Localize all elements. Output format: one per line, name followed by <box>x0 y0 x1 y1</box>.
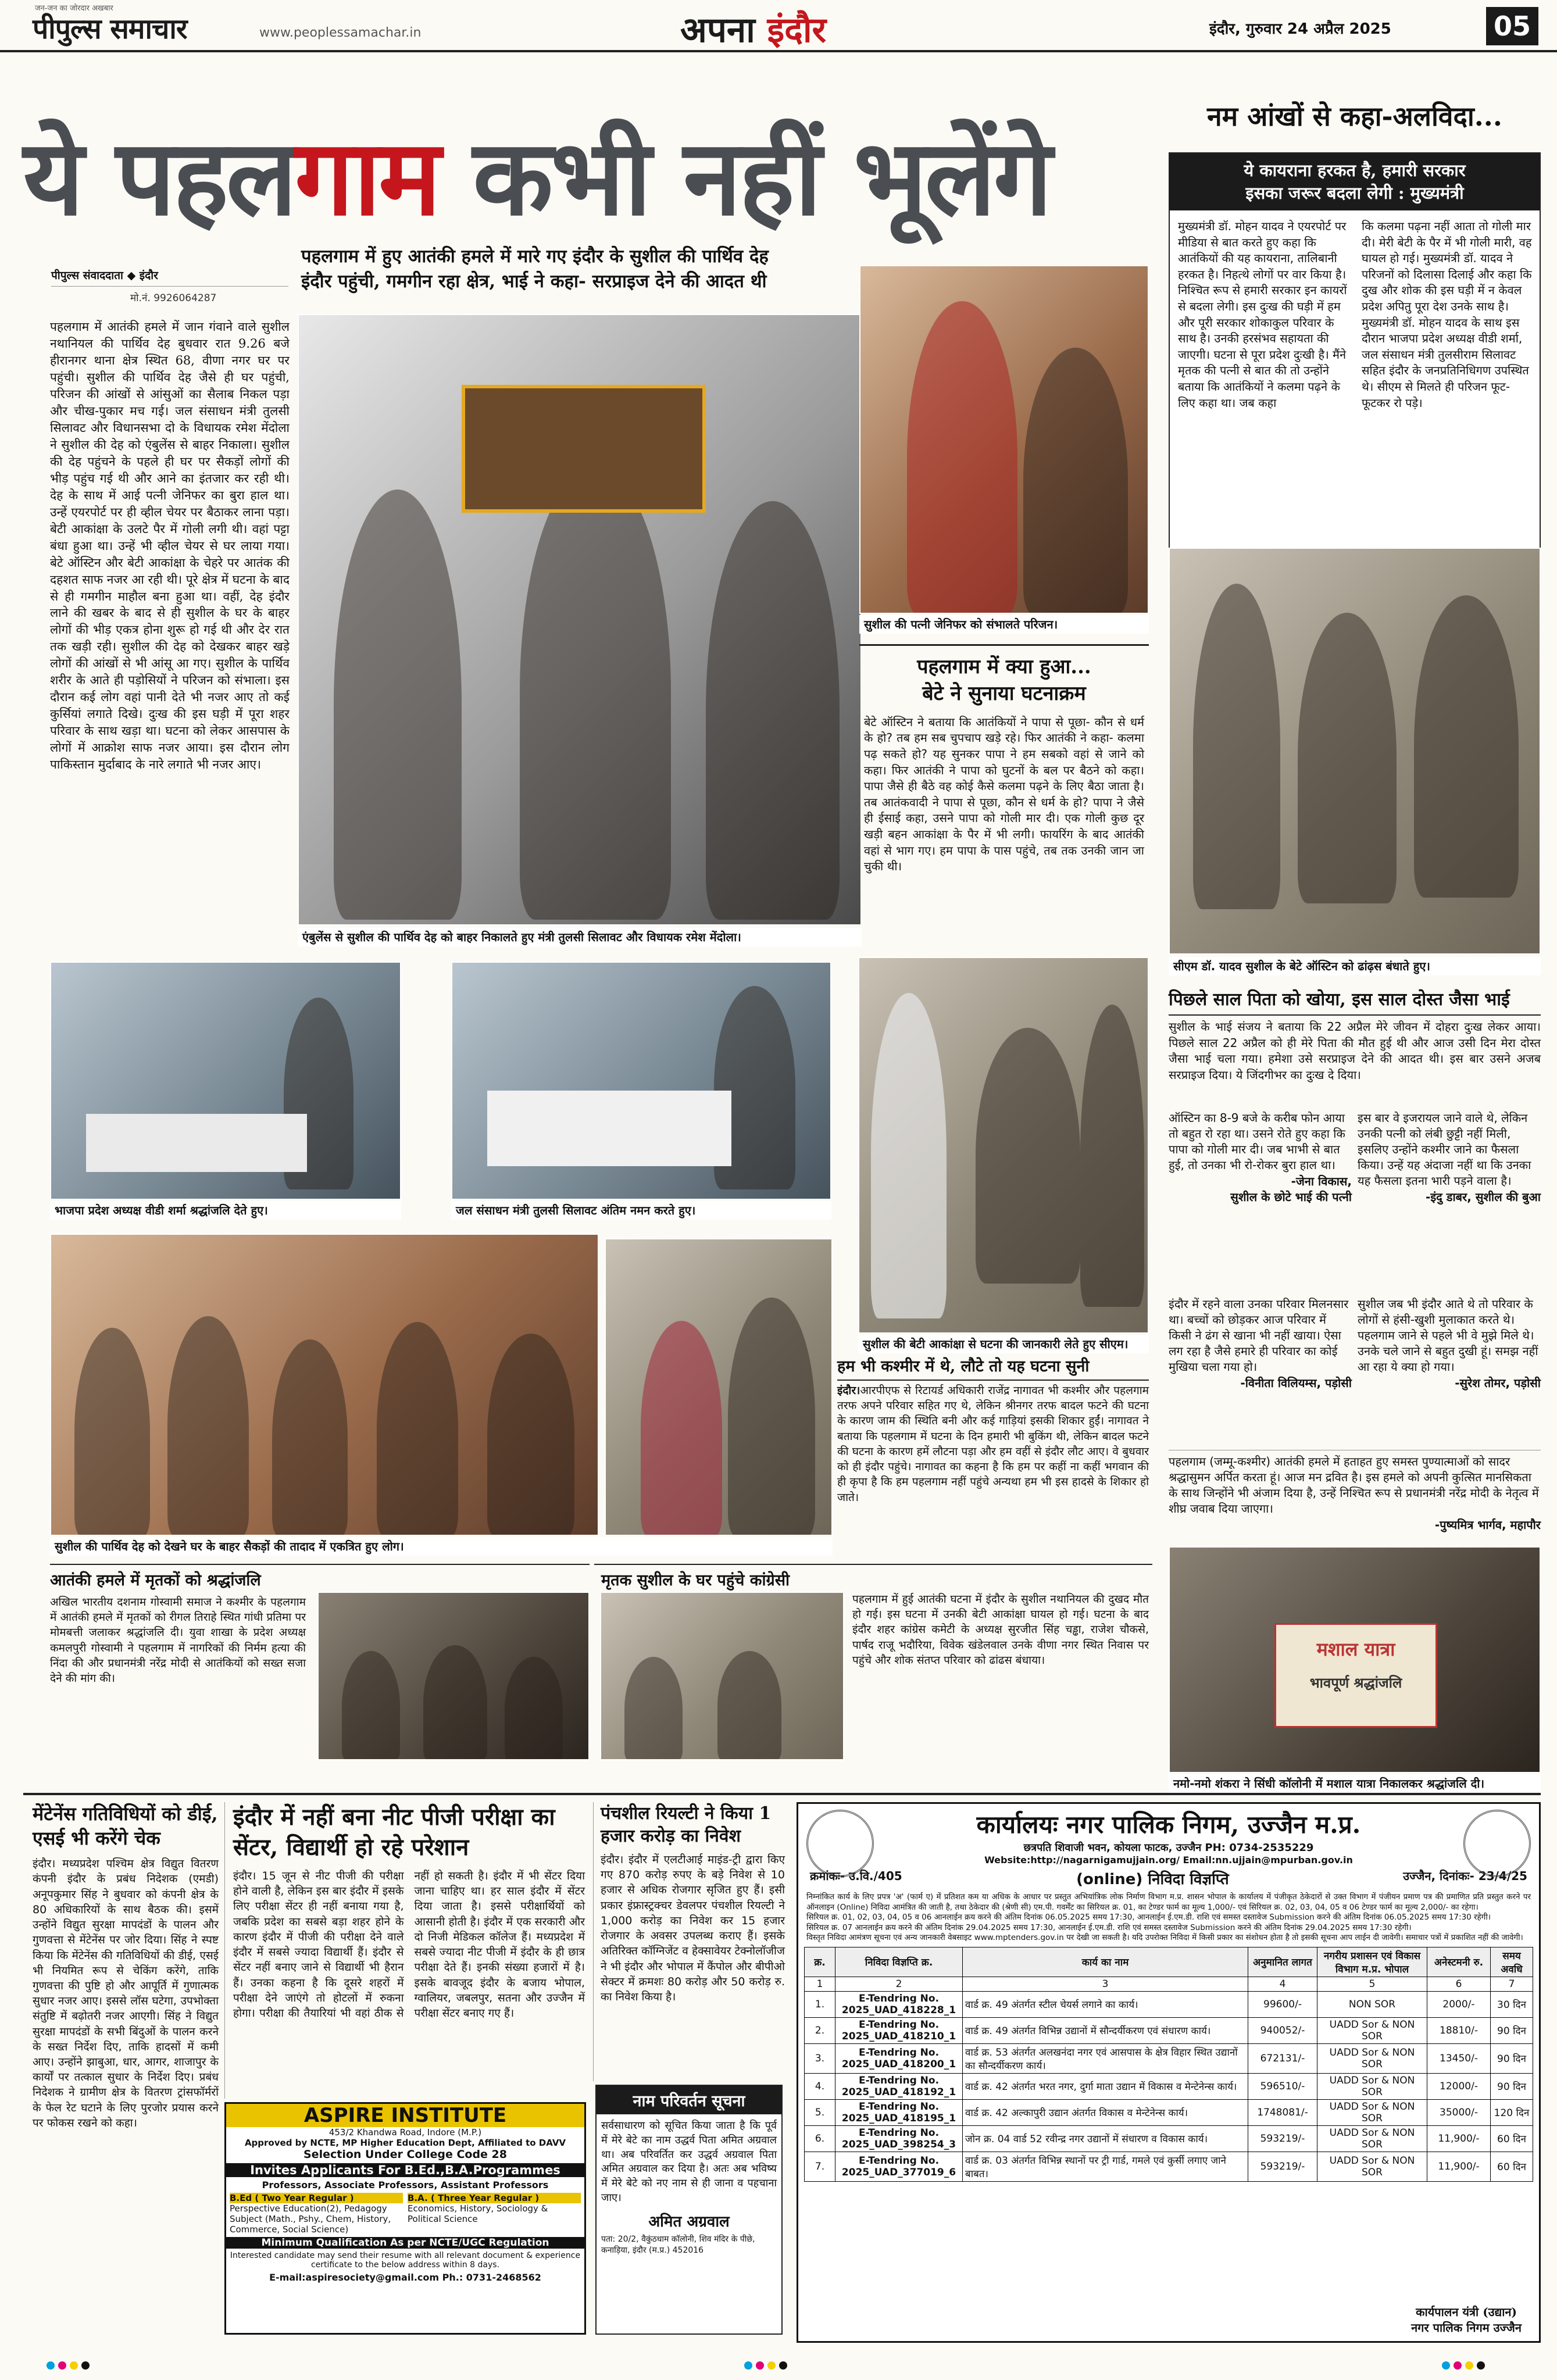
quote-text: ऑस्टिन का 8-9 बजे के करीब फोन आया तो बहुत रो रहा था। उसने रोते हुए कहा कि पापा को गोली मार दी। जब भाभी से बात हुई, तो उनका भी रो-रोकर बुरा हाल था। <box>1169 1111 1345 1172</box>
realty-head: पंचशील रियल्टी ने किया 1 हजार करोड़ का निवेश <box>601 1803 772 1846</box>
registration-marks <box>1442 2361 1485 2372</box>
congress-head: मृतक सुशील के घर पहुंचे कांग्रेसी <box>601 1571 790 1589</box>
cell-duration: 30 दिन <box>1491 1991 1533 2017</box>
caption-cm-daughter: सुशील की बेटी आकांक्षा से घटना की जानकारी लेते हुए सीएम। <box>858 1335 1149 1353</box>
cell-cost: 1748081/- <box>1248 2099 1317 2125</box>
caption-march: नमो-नमो शंकरा ने सिंधी कॉलोनी में मशाल यात्रा निकालकर श्रद्धांजलि दी। <box>1169 1774 1541 1793</box>
tender-terms <box>798 1891 1539 1945</box>
cell-cost: 672131/- <box>1248 2043 1317 2073</box>
cell-tender-no: E-Tendring No. 2025_UAD_418210_1 <box>835 2017 963 2043</box>
quote-author <box>1169 1173 1352 1205</box>
col-num: 1 <box>805 1977 835 1991</box>
march-photo <box>1169 1546 1541 1773</box>
cell-duration: 90 दिन <box>1491 2017 1533 2043</box>
aspire-invites: Invites Applicants For B.Ed.,B.A.Programmes <box>226 2163 584 2177</box>
caption-cm-son: सीएम डॉ. यादव सुशील के बेटे ऑस्टिन को ढांढ़स बंधाते हुए। <box>1169 957 1541 975</box>
farewell-kicker: नम आंखों से कहा-अलविदा... <box>1207 101 1502 132</box>
reg-mark <box>767 2361 776 2370</box>
what-happened-body: बेटे ऑस्टिन ने बताया कि आतंकियों ने पापा से पूछा- कौन से धर्म के हो? तब हम सब चुपचाप खड़े रहे। फिर आतंकी ने कहा- कलमा पढ़ सकते हो? यह सुनकर पापा ने हम सबको वहां से जाने को कहा। फिर आतंकी ने पापा को घुटनों के बल पर बैठने को कहा। पापा जैसे ही बैठे वह कोई कैसे कलमा पढ़ने के लिए बैठा जाता है। तब आतंकवादी ने पापा से पूछा, कौन से धर्म के हो? पापा ने जैसे ही ईसाई कहा, उसने पापा को गोली मार दी। एक गोली कुछ दूर खड़ी बहन आकांक्षा के पैर में भी लगी। फायरिंग के बाद आतंकी वहां से भाग गए। हम पापा के पास पहुंचे, तब तक उनकी जान जा चुकी थी। <box>864 714 1144 874</box>
tender-line-2: सिरियल क्र. 01, 02, 03, 04, 05 व 06 आनलाईन क्रय करने की अंतिम दिनांक 06.05.2025 समय 17:30, आनलाईन ई.एम.डी. राशि एवं समस्त दस्तावेज Submission करने की अंतिम दिनांक 06.05.2025 समय 17:30 रहेगी। <box>806 1913 1491 1922</box>
aspire-ba-head: B.A. ( Three Year Regular ) <box>408 2193 581 2203</box>
maintenance-body: इंदौर। मध्यप्रदेश पश्चिम क्षेत्र विद्युत वितरण कंपनी इंदौर के प्रबंध निदेशक (एमडी) अनूपकुमार सिंह ने बुधवार को कंपनी क्षेत्र के 80 अधिकारियों के साथ बैठक की। इसमें उन्होंने विद्युत सुरक्षा मापदंडों के पालन और गुणवत्ता से मेंटेनेंस पर जोर दिया। सिंह ने स्पष्ट किया कि मेंटेनेंस की गतिविधियों की डीई, एसई भी नियमित रूप से चेकिंग करेंगे, ताकि गुणवत्ता की पुष्टि हो और आपूर्ति में गुणात्मक सुधार नजर आए। इससे लॉस घटेगा, उपभोक्ता संतुष्टि में बढ़ोतरी नजर आएगी। सिंह ने विद्युत सुरक्षा मापदंडों के सभी बिंदुओं के पालन करने के सख्त निर्देश दिए, ताकि हादसों में कमी आए। उन्होंने झाबुआ, धार, आगर, शाजापुर के कार्यों पर तत्काल सुधार के निर्देश दिए। प्रबंध निदेशक ने ग्रामीण क्षेत्र के वितरण ट्रांसफॉर्मरों के फेल रेट घटाने के लिए पुरजोर प्रयास करने पर फोकस रखने को कहा। <box>33 1857 219 2129</box>
neet-head: इंदौर में नहीं बना नीट पीजी परीक्षा का सेंटर, विद्यार्थी हो रहे परेशान <box>233 1803 555 1861</box>
quote-author <box>1358 1189 1541 1205</box>
tender-logo-right <box>1463 1810 1531 1877</box>
cell-work: जोन क्र. 04 वार्ड 52 रवीन्द्र नगर उद्यानों में संधारण व विकास कार्य। <box>963 2125 1248 2152</box>
cell-duration: 60 दिन <box>1491 2125 1533 2152</box>
cell-sno: 6. <box>805 2125 835 2152</box>
cell-cost: 940052/- <box>1248 2017 1317 2043</box>
cell-tender-no: E-Tendring No. 2025_UAD_418200_1 <box>835 2043 963 2073</box>
tender-title: (online) निविदा विज्ञप्ति <box>1076 1871 1229 1888</box>
reg-mark <box>70 2361 78 2370</box>
reg-mark <box>1465 2361 1473 2370</box>
tender-address: छत्रपति शिवाजी भवन, कोयला फाटक, उज्जैन PH: 0734-2535229 <box>1023 1842 1314 1854</box>
byline-phone: मो.नं. 9926064287 <box>130 292 217 304</box>
what-happened-head-2: बेटे ने सुनाया घटनाक्रम <box>922 681 1086 705</box>
quote-author-name: -इंदु डाबर, <box>1426 1190 1472 1204</box>
what-happened-head-1: पहलगाम में क्या हुआ... <box>917 655 1091 678</box>
tribute-box <box>50 1564 590 1761</box>
photo-figure <box>871 993 947 1318</box>
cell-work: वार्ड क्र. 49 अंतर्गत स्टील चेयर्स लगाने का कार्य। <box>963 1991 1248 2017</box>
cell-tender-no: E-Tendring No. 2025_UAD_418192_1 <box>835 2073 963 2099</box>
photo-figure <box>487 1334 574 1536</box>
kashmir-text: आरपीएफ से रिटायर्ड अधिकारी राजेंद्र नागावत भी कश्मीर और पहलगाम तरफ अपने परिवार सहित गए थे, लेकिन श्रीनगर तरफ बादल फटने की घटना के कारण जाम की स्थिति बनी और कई गाड़ियां इसकी शिकार हुईं। नागावत ने बताया कि पहलगाम में घटना के दिन हमारी भी बुकिंग थी, लेकिन बादल फटने की घटना के कारण हमें लौटना पड़ा और हम वहीं से इंदौर लौट आए। वे बुधवार को ही इंदौर पहुंचे। नागावत का कहना है कि हम पर कहीं ना कहीं भगवान की ही कृपा है कि हम पहलगाम नहीं पहुंचे अन्यथा हम भी इस हादसे के शिकार हो जाते। <box>837 1384 1149 1504</box>
name-change-address: पता: 20/2, वैकुंठधाम कॉलोनी, शिव मंदिर के पीछे, कनाड़िया, इंदौर (म.प्र.) 452016 <box>601 2234 755 2255</box>
aspire-min-qual: Minimum Qualification As per NCTE/UGC Regulation <box>226 2237 584 2249</box>
page-number: 05 <box>1486 7 1538 45</box>
table-row <box>805 2152 1533 2181</box>
aspire-note: Interested candidate may send their resume with all relevant document & experience certificate to the below address within 8 days. <box>230 2251 581 2270</box>
cell-dept: UADD Sor & NON SOR <box>1317 2099 1427 2125</box>
th-dept: नगरीय प्रशासन एवं विकास विभाग म.प्र. भोपाल <box>1317 1947 1427 1977</box>
cell-earnest: 11,900/- <box>1427 2125 1491 2152</box>
aspire-roles: Professors, Associate Professors, Assistant Professors <box>262 2179 549 2190</box>
photo-figure <box>167 1316 249 1536</box>
cell-cost: 593219/- <box>1248 2152 1317 2181</box>
tribute-body: अखिल भारतीय दशनाम गोस्वामी समाज ने कश्मीर के पहलगाम में आतंकी हमले में मृतकों को रीगल तिराहे स्थित गांधी प्रतिमा पर मोमबत्ती जलाकर श्रद्धांजलि दी। युवा शाखा के प्रदेश अध्यक्ष कमलपुरी गोस्वामी ने पहलगाम में नागरिकों की निर्मम हत्या की निंदा की और प्रधानमंत्री नरेंद्र मोदी से आतंकियों को सख्त सजा देने की मांग की। <box>50 1596 306 1685</box>
cell-duration: 90 दिन <box>1491 2043 1533 2073</box>
mayor-quote <box>1169 1450 1541 1543</box>
aspire-bed-head: B.Ed ( Two Year Regular ) <box>230 2193 403 2203</box>
banner-title: मशाल यात्रा <box>1316 1638 1395 1660</box>
photo-figure <box>641 1321 722 1536</box>
name-change-notice <box>595 2085 783 2335</box>
name-change-head: नाम परिवर्तन सूचना <box>597 2086 781 2114</box>
cell-duration: 120 दिन <box>1491 2099 1533 2125</box>
cell-earnest: 2000/- <box>1427 1991 1491 2017</box>
cell-dept: UADD Sor & NON SOR <box>1317 2152 1427 2181</box>
coffin <box>86 1114 307 1172</box>
kashmir-lead: इंदौर। <box>837 1384 860 1397</box>
caption-bjp: भाजपा प्रदेश अध्यक्ष वीडी शर्मा श्रद्धांजलि देते हुए। <box>50 1201 401 1220</box>
headline-b: गाम <box>294 116 439 239</box>
kashmir-body <box>837 1381 1149 1505</box>
friend-story <box>1169 988 1541 1110</box>
site-url[interactable]: www.peoplessamachar.in <box>259 26 422 40</box>
photo-figure <box>520 466 671 920</box>
cell-tender-no: E-Tendring No. 2025_UAD_398254_3 <box>835 2125 963 2152</box>
byline-name: पीपुल्स संवाददाता <box>51 269 123 282</box>
tender-office: कार्यालयः नगर पालिक निगम, उज्जैन म.प्र. <box>976 1810 1361 1839</box>
registration-marks <box>744 2361 787 2372</box>
main-headline <box>23 114 1302 242</box>
quote-author-role: सुशील के छोटे भाई की पत्नी <box>1230 1190 1352 1204</box>
cell-work: वार्ड क्र. 49 अंतर्गत विभिन्न उद्यानों में सौन्दर्यीकरण एवं संधारण कार्य। <box>963 2017 1248 2043</box>
mayor-quote-author: -पुष्यमित्र भार्गव, महापौर <box>1434 1518 1541 1532</box>
photo-figure <box>976 1028 1080 1284</box>
tender-line-4: विस्तृत निविदा आमंत्रण सूचना एवं अन्य जानकारी वेबसाइट www.mptenders.gov.in पर देखी जा सकती है। यदि उपरोक्त निविदा में किसी प्रकार का संशोधन होता है तो इसकी सूचना आप लाईन दी जावेगी। समाचार पत्रों में प्रकाशित नहीं की जावेगी। <box>806 1933 1523 1943</box>
cell-cost: 593219/- <box>1248 2125 1317 2152</box>
cm-box-head-2: इसका जरूर बदला लेगी : मुख्यमंत्री <box>1245 183 1464 203</box>
brand-tag: जन-जन का जोरदार अखबार <box>35 4 113 13</box>
table-row <box>805 2043 1533 2073</box>
photo-figure <box>342 1651 400 1760</box>
banner-subtitle: भावपूर्ण श्रद्धांजलि <box>1309 1674 1402 1691</box>
photo-figure <box>423 1645 487 1760</box>
col-num: 4 <box>1248 1977 1317 1991</box>
reg-mark <box>756 2361 764 2370</box>
cell-dept: NON SOR <box>1317 1991 1427 2017</box>
what-happened-box <box>859 644 1149 956</box>
reg-mark <box>1442 2361 1450 2370</box>
quote-author <box>1169 1375 1352 1391</box>
photo-figure <box>907 301 1017 614</box>
quote-author-name: -जेना विकास, <box>1291 1174 1352 1188</box>
crowd-photo <box>50 1234 599 1536</box>
aspire-contact <box>226 2272 584 2283</box>
section-divider <box>23 1793 1541 1795</box>
cm-daughter-photo <box>858 957 1149 1334</box>
cm-box-head-1: ये कायराना हरकत है, हमारी सरकार <box>1244 160 1466 180</box>
tender-table-colnums <box>805 1977 1533 1991</box>
byline: पीपुल्स संवाददाता ◆ इंदौर <box>51 267 288 287</box>
name-change-name: अमित अग्रवाल <box>648 2213 730 2231</box>
quote-4 <box>1358 1296 1541 1448</box>
cm-box-head <box>1170 153 1540 210</box>
photo-figure <box>272 1339 348 1536</box>
reg-mark <box>1477 2361 1485 2370</box>
photo-figure <box>1414 595 1519 898</box>
aspire-phone: Ph.: 0731-2468562 <box>442 2272 541 2283</box>
tender-website[interactable]: Website:http://nagarnigamujjain.org/ Email:nn.ujjain@mpurban.gov.in <box>984 1854 1353 1866</box>
reg-mark <box>779 2361 787 2370</box>
tender-line-3: सिरियल क्र. 07 आनलाईन क्रय करने की अंतिम दिनांक 29.04.2025 समय 17:30, आनलाईन ई.एम.डी. राशि एवं समस्त दस्तावेज Submission करने की अंतिम दिनांक 29.04.2025 समय 17:30 रहेगी। <box>806 1922 1412 1932</box>
quote-3 <box>1169 1296 1352 1448</box>
quote-author <box>1358 1375 1541 1391</box>
table-row <box>805 2017 1533 2043</box>
photo-figure <box>505 1657 563 1760</box>
aspire-address: 453/2 Khandwa Road, Indore (M.P.) <box>328 2127 482 2138</box>
photo-figure <box>377 1322 458 1536</box>
deck-line-2: इंदौर पहुंची, गमगीन रहा क्षेत्र, भाई ने कहा- सरप्राइज देने की आदत थी <box>301 271 767 292</box>
aspire-code: Selection Under College Code 28 <box>303 2148 507 2161</box>
reg-mark <box>744 2361 752 2370</box>
quote-author-role: पड़ोसी <box>1514 1376 1541 1390</box>
th-tender-no: निविदा विज्ञप्ति क्र. <box>835 1947 963 1977</box>
caption-wife: सुशील की पत्नी जेनिफर को संभालते परिजन। <box>859 615 1149 634</box>
photo-figure <box>1023 348 1128 614</box>
photo-figure <box>1193 584 1280 909</box>
registration-marks <box>47 2361 90 2372</box>
reg-mark <box>1454 2361 1462 2370</box>
realty-body: इंदौर। इंदौर में एलटीआई माइंड-ट्री द्वारा किए गए 870 करोड़ रुपए के बड़े निवेश से 10 हजार से अधिक रोजगार सृजित हुए हैं। इसी प्रकार इंफ्रास्ट्रक्चर डेवलपर पंचशील रियल्टी ने 1,000 करोड़ का निवेश कर 15 हजार रोजगार के अवसर उपलब्ध कराए हैं। इसके अतिरिक्त कॉग्निजेंट व हेक्सावेयर टेक्नोलॉजीज ने भी इंदौर और भोपाल में कैंपोल और बीपीओ सेक्टर में क्रमशः 80 करोड़ और 50 करोड़ रु. का निवेश किया है। <box>601 1853 785 2003</box>
maintenance-head: मेंटेनेंस गतिविधियों को डीई, एसई भी करेंगे चेक <box>33 1803 218 1849</box>
col-num: 7 <box>1491 1977 1533 1991</box>
tender-notice <box>797 1802 1541 2343</box>
tribute-head: आतंकी हमले में मृतकों को श्रद्धांजलि <box>50 1571 261 1589</box>
coffin <box>462 385 706 513</box>
quote-text: सुशील जब भी इंदौर आते थे तो परिवार के लोगों से हंसी-खुशी मुलाकात करते थे। पहलगाम जाने से पहले भी वे मुझे मिले थे। उनके चले जाने से बहुत दुखी हूं। समझ नहीं आ रहा ये क्या हो गया। <box>1358 1297 1538 1374</box>
congress-body: पहलगाम में हुई आतंकी घटना में इंदौर के सुशील नथानियल की दुखद मौत हो गई। इस घटना में उनकी बेटी आकांक्षा घायल हो गई। घटना के बाद इंदौर शहर कांग्रेस कमेटी के अध्यक्ष सुरजीत सिंह चड्ढा, राजेश चौकसे, पार्षद राजू भदौरिया, विवेक खंडेलवाल उनके वीणा नगर स्थित निवास पर पहुंचे और शोक संतप्त परिवार को ढांढस बंधाया। <box>852 1593 1149 1667</box>
aspire-name: ASPIRE INSTITUTE <box>226 2104 584 2127</box>
photo-figure <box>1298 613 1397 903</box>
aspire-email[interactable]: E-mail:aspiresociety@gmail.com <box>269 2272 440 2283</box>
wife-photo <box>859 265 1149 614</box>
friend-body: सुशील के भाई संजय ने बताया कि 22 अप्रैल मेरे जीवन में दोहरा दुःख लेकर आया। पिछले साल 22 अप्रैल को ही मेरे पिता की मौत हुई थी और आज उसी दिन मेरा दोस्त जैसा भाई चला गया। हमेशा उसे सरप्राइज देने की आदत थी। इस बार उसने अजब सरप्राइज दिया। ये जिंदगीभर का दुःख दे दिया। <box>1169 1020 1541 1082</box>
cell-earnest: 11,900/- <box>1427 2152 1491 2181</box>
cm-col-2: कि कलमा पढ़ना नहीं आता तो गोली मार दी। मेरी बेटी के पैर में भी गोली मारी, वह घायल हो गई। मुख्यमंत्री डॉ. यादव ने परिजनों को दिलासा दिलाई और कहा कि दुख और शोक की इस घड़ी में न केवल प्रदेश अपितु पूरा देश उनके साथ है। मुख्यमंत्री डॉ. मोहन यादव के साथ इस दौरान भाजपा प्रदेश अध्यक्ष वीडी शर्मा, जल संसाधन मंत्री तुलसीराम सिलावट सहित इंदौर के जनप्रतिनिधिगण उपस्थित थे। सीएम से मिलते ही परिजन फूट-फूटकर रो पड़े। <box>1362 219 1532 410</box>
reg-mark <box>47 2361 55 2370</box>
tender-ref: क्रमांकः- उ.वि./405 <box>810 1869 902 1883</box>
table-row <box>805 2073 1533 2099</box>
tribute-photo <box>317 1592 590 1760</box>
quote-author-name: -विनीता विलियम्स, <box>1240 1376 1322 1390</box>
kashmir-story <box>837 1355 1149 1552</box>
table-row <box>805 1991 1533 2017</box>
table-row <box>805 2125 1533 2152</box>
cm-son-photo <box>1169 548 1541 955</box>
tender-intro: निम्नांकित कार्य के लिए प्रपत्र 'अ' (फार्म ए) में प्रतिशत कम या अधिक के आधार पर प्रस्तुत अभियांत्रिक लोक निर्माण विभाग म.प्र. शासन भोपाल के कार्यालय में पंजीकृत ठेकेदारों से उक्त विभाग में पंजीयन प्रमाण पत्र की प्रमाणित प्रति प्रस्तुत करने पर ऑनलाइन (Online) निविदा आमंत्रित की जाती है, तथा ठेकेदार की (श्रेणी सी) एम.पी. गवर्मेंट का सिरियल क्र. 01, का टेण्डर फार्म का मूल्य 1,000/- एवं सिरियल क्र. 02, 03, 04, 05 व 06 टेण्डर फार्म का मूल्य 2,000/- का रहेगा। <box>806 1892 1531 1912</box>
cm-col-1: मुख्यमंत्री डॉ. मोहन यादव ने एयरपोर्ट पर मीडिया से बात करते हुए कहा कि आतंकियों की यह कायराना, तालिबानी हरकत है। निहत्थे लोगों पर वार किया है। निश्चित रूप से हमारी सरकार इन कायरों से बदला लेगी। इस दुःख की घड़ी में हम और पूरी सरकार शोकाकुल परिवार के साथ है। उनकी हरसंभव सहायता की जाएगी। घटना से पूरा प्रदेश दुःखी है। मैंने मृतक की पत्नी से बात की तो उन्होंने बताया कि आतंकियों ने कलमा पढ़ने के लिए कहा था। जब कहा <box>1178 219 1347 410</box>
headline-a: ये पहल <box>23 116 295 239</box>
byline-place: इंदौर <box>139 269 158 282</box>
cell-tender-no: E-Tendring No. 2025_UAD_377019_6 <box>835 2152 963 2181</box>
quote-author-name: -सुरेश तोमर, <box>1455 1376 1510 1390</box>
tender-logo-left <box>806 1810 874 1877</box>
brand-logo: पीपुल्स समाचार <box>33 13 187 45</box>
aspire-bed <box>230 2193 403 2235</box>
masthead <box>0 0 1557 52</box>
tender-table-wrap <box>798 1945 1539 2184</box>
caption-crowd: सुशील की पार्थिव देह को देखने घर के बाहर सैकड़ों की तादाद में एकत्रित हुए लोग। <box>50 1537 833 1556</box>
table-row <box>805 2099 1533 2125</box>
deck <box>301 244 859 295</box>
section-title-a: अपना <box>680 10 767 51</box>
mayor-quote-text: पहलगाम (जम्मू-कश्मीर) आतंकी हमले में हताहत हुए समस्त पुण्यात्माओं को सादर श्रद्धासुमन अर्पित करता हूं। आज मन द्रवित है। इस हमले को अपनी कुत्सित मानसिकता के साथ जिन्होंने भी अंजाम दिया है, उन्हें निश्चित रूप से प्रधानमंत्री नरेंद्र मोदी के नेतृत्व में शीघ्र जवाब दिया जाएगा। <box>1169 1455 1539 1516</box>
cell-sno: 5. <box>805 2099 835 2125</box>
cell-earnest: 18810/- <box>1427 2017 1491 2043</box>
cell-cost: 596510/- <box>1248 2073 1317 2099</box>
cell-earnest: 13450/- <box>1427 2043 1491 2073</box>
photo-figure <box>624 1657 683 1760</box>
aspire-programs <box>230 2193 581 2235</box>
what-happened-head <box>859 646 1149 707</box>
photo-figure <box>728 1298 815 1536</box>
col-num: 6 <box>1427 1977 1491 1991</box>
friend-head: पिछले साल पिता को खोया, इस साल दोस्त जैसा भाई <box>1169 988 1541 1016</box>
deck-line-1: पहलगाम में हुए आतंकी हमले में मारे गए इंदौर के सुशील की पार्थिव देह <box>301 246 769 267</box>
tender-table <box>804 1947 1533 2182</box>
cm-box <box>1169 152 1541 566</box>
cell-sno: 7. <box>805 2152 835 2181</box>
col-num: 5 <box>1317 1977 1427 1991</box>
aspire-approval: Approved by NCTE, MP Higher Education Dept, Affiliated to DAVV <box>244 2138 566 2148</box>
quote-author-role: सुशील की बुआ <box>1475 1190 1541 1204</box>
caption-minister: जल संसाधन मंत्री तुलसी सिलावट अंतिम नमन करते हुए। <box>451 1201 831 1220</box>
photo-figure <box>706 501 840 920</box>
quote-text: इस बार वे इजरायल जाने वाले थे, लेकिन उनकी पत्नी को लंबी छुट्टी नहीं मिली, इसलिए उन्होंने कश्मीर जाने का फैसला किया। उन्हें यह अंदाजा नहीं था कि उनका यह फैसला इतना भारी पड़ने वाला है। <box>1358 1111 1531 1188</box>
reg-mark <box>81 2361 90 2370</box>
quote-author-role: पड़ोसी <box>1325 1376 1352 1390</box>
cell-sno: 4. <box>805 2073 835 2099</box>
quote-text: इंदौर में रहने वाला उनका परिवार मिलनसार था। बच्चों को छोड़कर आज परिवार में किसी ने ढंग से खाना भी नहीं खाया। ऐसा लग रहा है जैसे हमारे ही परिवार का कोई मुखिया चला गया हो। <box>1169 1297 1349 1374</box>
th-work: कार्य का नाम <box>963 1947 1248 1977</box>
cell-dept: UADD Sor & NON SOR <box>1317 2043 1427 2073</box>
cell-duration: 90 दिन <box>1491 2073 1533 2099</box>
aspire-bed-list: Perspective Education(2), Pedagogy Subject (Math., Pshy., Chem, History, Commerce, Social Science) <box>230 2203 391 2235</box>
th-sno: क्र. <box>805 1947 835 1977</box>
kashmir-head: हम भी कश्मीर में थे, लौटे तो यह घटना सुनी <box>837 1355 1149 1381</box>
reg-mark <box>58 2361 66 2370</box>
col-num: 2 <box>835 1977 963 1991</box>
tender-meta <box>798 1866 1539 1891</box>
aspire-ad <box>224 2102 586 2335</box>
cell-sno: 1. <box>805 1991 835 2017</box>
neet-story <box>224 1802 585 2099</box>
photo-figure <box>717 1651 781 1760</box>
cell-tender-no: E-Tendring No. 2025_UAD_418195_1 <box>835 2099 963 2125</box>
main-photo <box>298 314 862 925</box>
tender-sign-2: नगर पालिक निगम उज्जैन <box>1411 2321 1522 2335</box>
th-earnest: अनेस्टमनी रु. <box>1427 1947 1491 1977</box>
aspire-ba <box>408 2193 581 2235</box>
cell-work: वार्ड क्र. 53 अंतर्गत अलखनंदा नगर एवं आसपास के क्षेत्र विहार स्थित उद्यानों का सौन्दर्यीकरण कार्य। <box>963 2043 1248 2073</box>
cell-tender-no: E-Tendring No. 2025_UAD_418228_1 <box>835 1991 963 2017</box>
cell-dept: UADD Sor & NON SOR <box>1317 2125 1427 2152</box>
headline-c: कभी नहीं भूलेंगे <box>438 116 1050 239</box>
cell-work: वार्ड क्र. 03 अंतर्गत विभिन्न स्थानों पर ट्री गार्ड, गमले एवं कुर्सी लगाए जाने बाबत। <box>963 2152 1248 2181</box>
cell-duration: 60 दिन <box>1491 2152 1533 2181</box>
cell-sno: 3. <box>805 2043 835 2073</box>
minister-photo <box>451 962 831 1200</box>
maintenance-story <box>33 1802 219 2337</box>
photo-figure <box>74 1328 150 1536</box>
name-change-body: सर्वसाधारण को सूचित किया जाता है कि पूर्व में मेरे बेटे का नाम उद्धर्व पिता अमित अग्रवाल था। अब परिवर्तित कर उद्धर्व अग्रवाल पिता अमित अग्रवाल कर दिया है। अतः अब भविष्य में मेरे बेटे को नए नाम से ही जाना व पहचाना जाए। <box>601 2120 777 2204</box>
section-title-b: इंदौर <box>767 10 827 51</box>
congress-photo <box>600 1592 844 1760</box>
col-num: 3 <box>963 1977 1248 1991</box>
neet-body: इंदौर। 15 जून से नीट पीजी की परीक्षा होने वाली है, लेकिन इस बार इंदौर में इसके लिए परीक्षा सेंटर ही नहीं बनाया गया है, जबकि प्रदेश का सबसे बड़ा शहर होने के कारण इंदौर में पीजी की परीक्षा देने वाले इंदौर में सबसे ज्यादा विद्यार्थी हैं। इंदौर से सेंटर नहीं बनाए जाने से विद्यार्थी भी हैरान हैं। उनका कहना है कि दूसरे शहरों में परीक्षा देने जाएंगे तो होटलों में रुकना होगा। परीक्षा की तैयारियां भी वहां ठीक से नहीं हो सकती है। इंदौर में भी सेंटर दिया जाना चाहिए था। हर साल इंदौर में सेंटर दिया जाता है। इससे परीक्षार्थियों को आसानी होती है। इंदौर में एक सरकारी और दो निजी मेडिकल कॉलेज हैं। मध्यप्रदेश में सबसे ज्यादा नीट पीजी में इंदौर के ही छात्र परीक्षा देते हैं। इनकी संख्या हजारों में है। इसके बावजूद इंदौर के बजाय भोपाल, ग्वालियर, जबलपुर, सतना और उज्जैन में परीक्षा सेंटर बनाए गए हैं। <box>233 1870 585 2020</box>
tender-table-header <box>805 1947 1533 1977</box>
cell-dept: UADD Sor & NON SOR <box>1317 2017 1427 2043</box>
cell-work: वार्ड क्र. 42 अंतर्गत भरत नगर, दुर्गा माता उद्यान में विकास व मेन्टेनेन्स कार्य। <box>963 2073 1248 2099</box>
cell-cost: 99600/- <box>1248 1991 1317 2017</box>
quote-1 <box>1169 1110 1352 1285</box>
caption-main-photo: एंबुलेंस से सुशील की पार्थिव देह को बाहर निकालते हुए मंत्री तुलसी सिलावट और विधायक रमेश मेंदोला। <box>298 928 862 946</box>
cell-earnest: 35000/- <box>1427 2099 1491 2125</box>
cell-sno: 2. <box>805 2017 835 2043</box>
march-banner <box>1274 1623 1437 1728</box>
th-cost: अनुमानित लागत <box>1248 1947 1317 1977</box>
coffin <box>487 1091 731 1166</box>
cell-earnest: 12000/- <box>1427 2073 1491 2099</box>
aspire-ba-list: Economics, History, Sociology & Political Science <box>408 2203 548 2224</box>
tender-date: उज्जैन, दिनांकः- 23/4/25 <box>1403 1869 1527 1883</box>
th-duration: समय अवधि <box>1491 1947 1533 1977</box>
quote-2 <box>1358 1110 1541 1285</box>
dateline: इंदौर, गुरुवार 24 अप्रैल 2025 <box>1209 20 1391 38</box>
cell-dept: UADD Sor & NON SOR <box>1317 2073 1427 2099</box>
main-body: पहलगाम में आतंकी हमले में जान गंवाने वाले सुशील नथानियल की पार्थिव देह बुधवार रात 9.26 बजे हीरानगर थाना क्षेत्र स्थित 68, वीणा नगर घर पर पहुंची। सुशील की पार्थिव देह जैसे ही घर पहुंची, परिजन की आंखों से आंसुओं का सैलाब निकल पड़ा और चीख-पुकार मच गई। जल संसाधन मंत्री तुलसी सिलावट और विधानसभा दो के विधायक रमेश मेंदोला ने सुशील की देह को एंबुलेंस से बाहर निकाला। सुशील की देह पहुंचने के पहले ही घर पर सैकड़ों लोगों की भीड़ पहुंच गई थी और आने का इंतजार कर रही थी। देह के साथ में आई पत्नी जेनिफर का बुरा हाल था। उन्हें एयरपोर्ट पर ही व्हील चेयर पर बैठाकर लाना पड़ा। बेटी आकांक्षा के उलटे पैर में गोली लगी थी। वहां पट्टा बंधा हुआ था। उन्हें भी व्हील चेयर से घर लाया गया। बेटे ऑस्टिन और बेटी आकांक्षा के चेहरे पर आतंक की दहशत साफ नजर आ रही थी। पूरे क्षेत्र में घटना के बाद से ही गमगीन माहौल बना हुआ था। वहीं, देह इंदौर लाने की खबर के बाद से ही सुशील के घर के बाहर लोगों की भीड़ एकत्र होना शुरू हो गई थी और देर रात तक खड़ी रही। सुशील की देह को देखकर बाहर खड़े लोगों की आंखों से भी आंसू आ गए। सुशील के पार्थिव शरीर के आते ही पड़ोसियों ने परिजन को संभाला। इस दौरान कई लोग वहां पानी देते भी नजर आए तो कई कुर्सियां लगाते दिखे। दुःख की इस घड़ी में पूरा शहर परिवार के साथ खड़ा था। घटना को लेकर आसपास के लोगों में आक्रोश साफ नजर आया। इस दौरान लोग पाकिस्तान मुर्दाबाद के नारे लगाते भी नजर आए। <box>50 320 290 772</box>
nagawat-photo <box>605 1238 833 1536</box>
congress-box <box>594 1564 1152 1761</box>
photo-figure <box>334 489 462 920</box>
tender-sign-1: कार्यपालन यंत्री (उद्यान) <box>1416 2305 1517 2319</box>
section-title <box>680 5 826 52</box>
tender-signature <box>1411 2304 1522 2335</box>
cell-work: वार्ड क्र. 42 अल्कापुरी उद्यान अंतर्गत विकास व मेन्टेनेन्स कार्य। <box>963 2099 1248 2125</box>
realty-story <box>593 1802 785 2081</box>
bjp-photo <box>50 962 401 1200</box>
photo-figure <box>1080 1005 1144 1307</box>
